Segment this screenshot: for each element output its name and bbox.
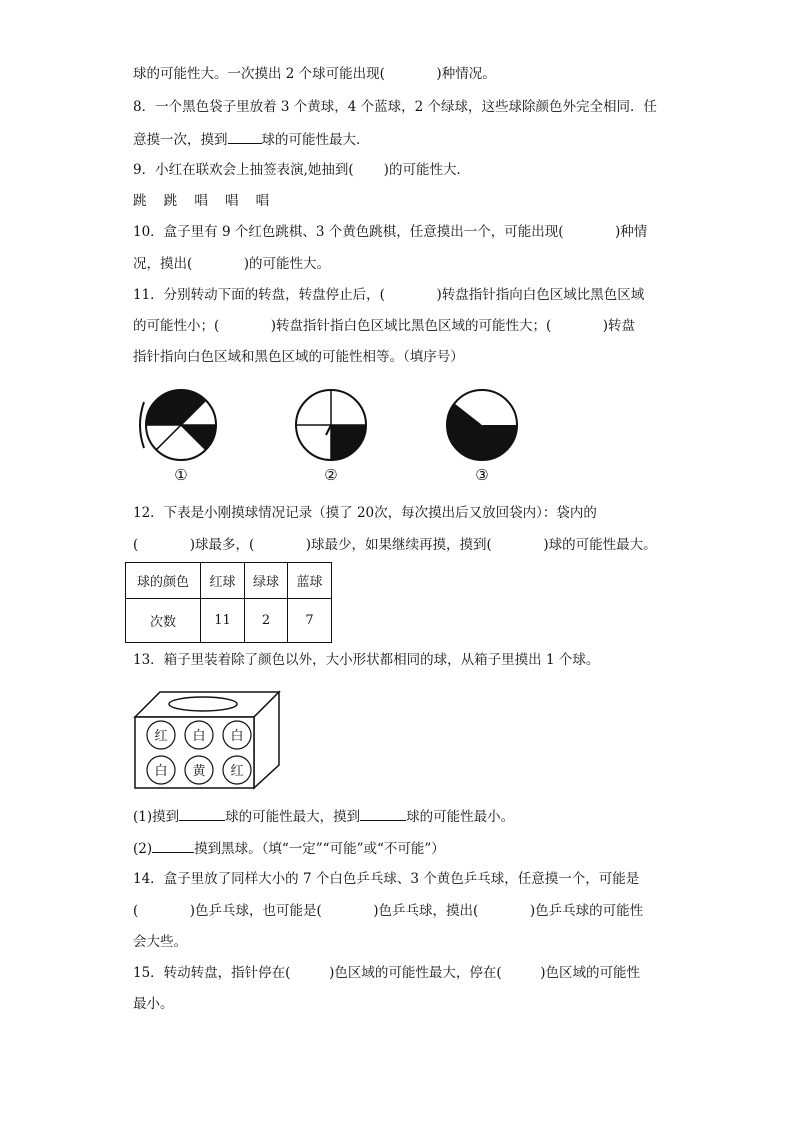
line-q14b: ( )色乒乓球，也可能是( )色乒乓球，摸出( )色乒乓球的可能性 — [133, 903, 644, 919]
line-q8b — [133, 129, 370, 150]
spinner-3-label: ③ — [475, 466, 489, 484]
q13-2-pre: (2) — [133, 841, 153, 857]
line-q13: 13．箱子里装着除了颜色以外，大小形状都相同的球，从箱子里摸出 1 个球。 — [133, 652, 600, 668]
table-header-row — [126, 563, 332, 599]
line-q12b: ( )球最多，( )球最少，如果继续再摸，摸到( )球的可能性最大。 — [133, 537, 657, 553]
table-header-cell: 红球 — [201, 563, 245, 599]
line-q7-end: 球的可能性大。一次摸出 2 个球可能出现( )种情况。 — [133, 66, 496, 82]
line-q11c: 指针指向白色区域和黑色区域的可能性相等。（填序号） — [133, 349, 464, 365]
box-ball: 红 — [154, 729, 168, 744]
line-q13-1 — [133, 806, 514, 827]
box-ball: 白 — [154, 764, 168, 779]
line-q8a: 8．一个黑色袋子里放着 3 个黄球，4 个蓝球，2 个绿球，这些球除颜色外完全相同．任 — [133, 99, 658, 115]
q13-1-pre: (1)摸到 — [133, 809, 180, 825]
q13-2-post: 摸到黑球。（填“一定”“可能”或“不可能”） — [194, 841, 445, 857]
line-q9-options: 跳 跳 唱 唱 唱 — [133, 193, 270, 209]
q13-2-blank[interactable] — [152, 838, 194, 853]
q13-1-mid: 球的可能性最大，摸到 — [225, 809, 361, 825]
record-table — [125, 562, 332, 643]
box-ball: 黄 — [192, 764, 206, 779]
spinner-2-label: ② — [324, 466, 338, 484]
table-cell: 次数 — [126, 599, 201, 643]
q13-1-post: 球的可能性最小。 — [406, 809, 515, 825]
spinner-1-label: ① — [174, 466, 188, 484]
line-q15a: 15．转动转盘，指针停在( )色区域的可能性最大，停在( )色区域的可能性 — [133, 965, 640, 981]
line-q11b: 的可能性小；( )转盘指针指白色区域比黑色区域的可能性大；( )转盘 — [133, 318, 636, 334]
line-q15b: 最小。 — [133, 996, 174, 1012]
q13-1-blank-a[interactable] — [179, 806, 225, 821]
table-row — [126, 599, 332, 643]
table-header-cell: 蓝球 — [288, 563, 332, 599]
table-header-cell: 球的颜色 — [126, 563, 201, 599]
ball-box — [133, 690, 283, 792]
table-cell: 7 — [288, 599, 332, 643]
q8-blank[interactable] — [228, 129, 262, 144]
line-q10a: 10．盒子里有 9 个红色跳棋、3 个黄色跳棋，任意摸出一个，可能出现( )种情 — [133, 224, 648, 240]
line-q12a: 12．下表是小刚摸球情况记录（摸了 20次，每次摸出后又放回袋内）：袋内的 — [133, 505, 597, 521]
line-q13-2 — [133, 838, 445, 859]
box-ball: 红 — [230, 764, 244, 779]
line-q14c: 会大些。 — [133, 934, 187, 950]
q8-pre: 意摸一次，摸到 — [133, 132, 228, 148]
q8-post: 球的可能性最大． — [261, 132, 370, 148]
q13-1-blank-b[interactable] — [360, 806, 406, 821]
line-q9: 9．小红在联欢会上抽签表演,她抽到( )的可能性大． — [133, 162, 470, 178]
spinner-1 — [130, 388, 225, 468]
table-cell: 2 — [245, 599, 288, 643]
box-ball: 白 — [192, 729, 206, 744]
spinner-3 — [445, 388, 520, 463]
box-ball: 白 — [230, 729, 244, 744]
line-q14a: 14．盒子里放了同样大小的 7 个白色乒乓球、3 个黄色乒乓球，任意摸一个，可能是 — [133, 871, 640, 887]
line-q10b: 况，摸出( )的可能性大。 — [133, 256, 331, 272]
line-q11a: 11．分别转动下面的转盘，转盘停止后，( )转盘指针指向白色区域比黑色区域 — [133, 287, 645, 303]
spinner-2 — [295, 388, 370, 463]
table-cell: 11 — [201, 599, 245, 643]
table-header-cell: 绿球 — [245, 563, 288, 599]
